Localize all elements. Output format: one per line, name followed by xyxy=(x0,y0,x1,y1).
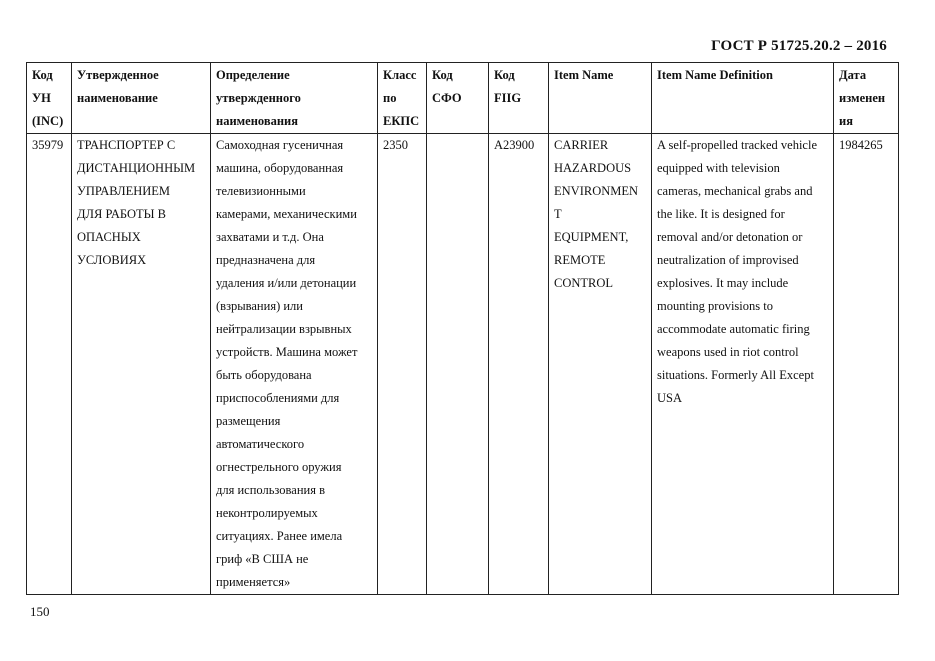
cell-ekps-class: 2350 xyxy=(378,134,427,595)
page-number: 150 xyxy=(30,604,50,619)
header-item-name: Item Name xyxy=(549,63,652,134)
cell-item-name: CARRIER HAZARDOUS ENVIRONMEN T EQUIPMENT, REMOTE CONTROL xyxy=(549,134,652,595)
header-sfo-code: Код СФО xyxy=(427,63,489,134)
header-item-name-definition: Item Name Definition xyxy=(652,63,834,134)
cell-approved-name: ТРАНСПОРТЕР С ДИСТАНЦИОННЫМ УПРАВЛЕНИЕМ ДЛЯ РАБОТЫ В ОПАСНЫХ УСЛОВИЯХ xyxy=(72,134,211,595)
table-header-row xyxy=(27,63,899,134)
cell-definition-ru: Самоходная гусеничная машина, оборудованная телевизионными камерами, механическими захватами и т.д. Она предназначена для удаления и/или детонации (взрывания) или нейтрализации взрывных устройств. Машина может быть оборудована приспособлениями для размещения автоматического огнестрельного оружия для использования в неконтролируемых ситуациях. Ранее имела гриф «В США не применяется» xyxy=(211,134,378,595)
header-fiig-code: Код FIIG xyxy=(489,63,549,134)
header-approved-name: Утвержденное наименование xyxy=(72,63,211,134)
header-inc-code: Код УН (INC) xyxy=(27,63,72,134)
document-standard-code: ГОСТ Р 51725.20.2 – 2016 xyxy=(711,38,887,54)
header-change-date: Дата изменен ия xyxy=(834,63,899,134)
cell-fiig-code: A23900 xyxy=(489,134,549,595)
cell-item-name-definition: A self-propelled tracked vehicle equipped with television cameras, mechanical grabs and the like. It is designed for removal and/or detonation or neutralization of improvised explosives. It may include mounting provisions to accommodate automatic firing weapons used in riot control situations. Formerly All Except USA xyxy=(652,134,834,595)
cell-inc-code: 35979 xyxy=(27,134,72,595)
header-ekps-class: Класс по ЕКПС xyxy=(378,63,427,134)
classification-table xyxy=(26,62,899,595)
header-definition-ru: Определение утвержденного наименования xyxy=(211,63,378,134)
cell-change-date: 1984265 xyxy=(834,134,899,595)
cell-sfo-code xyxy=(427,134,489,595)
table-row xyxy=(27,134,899,595)
